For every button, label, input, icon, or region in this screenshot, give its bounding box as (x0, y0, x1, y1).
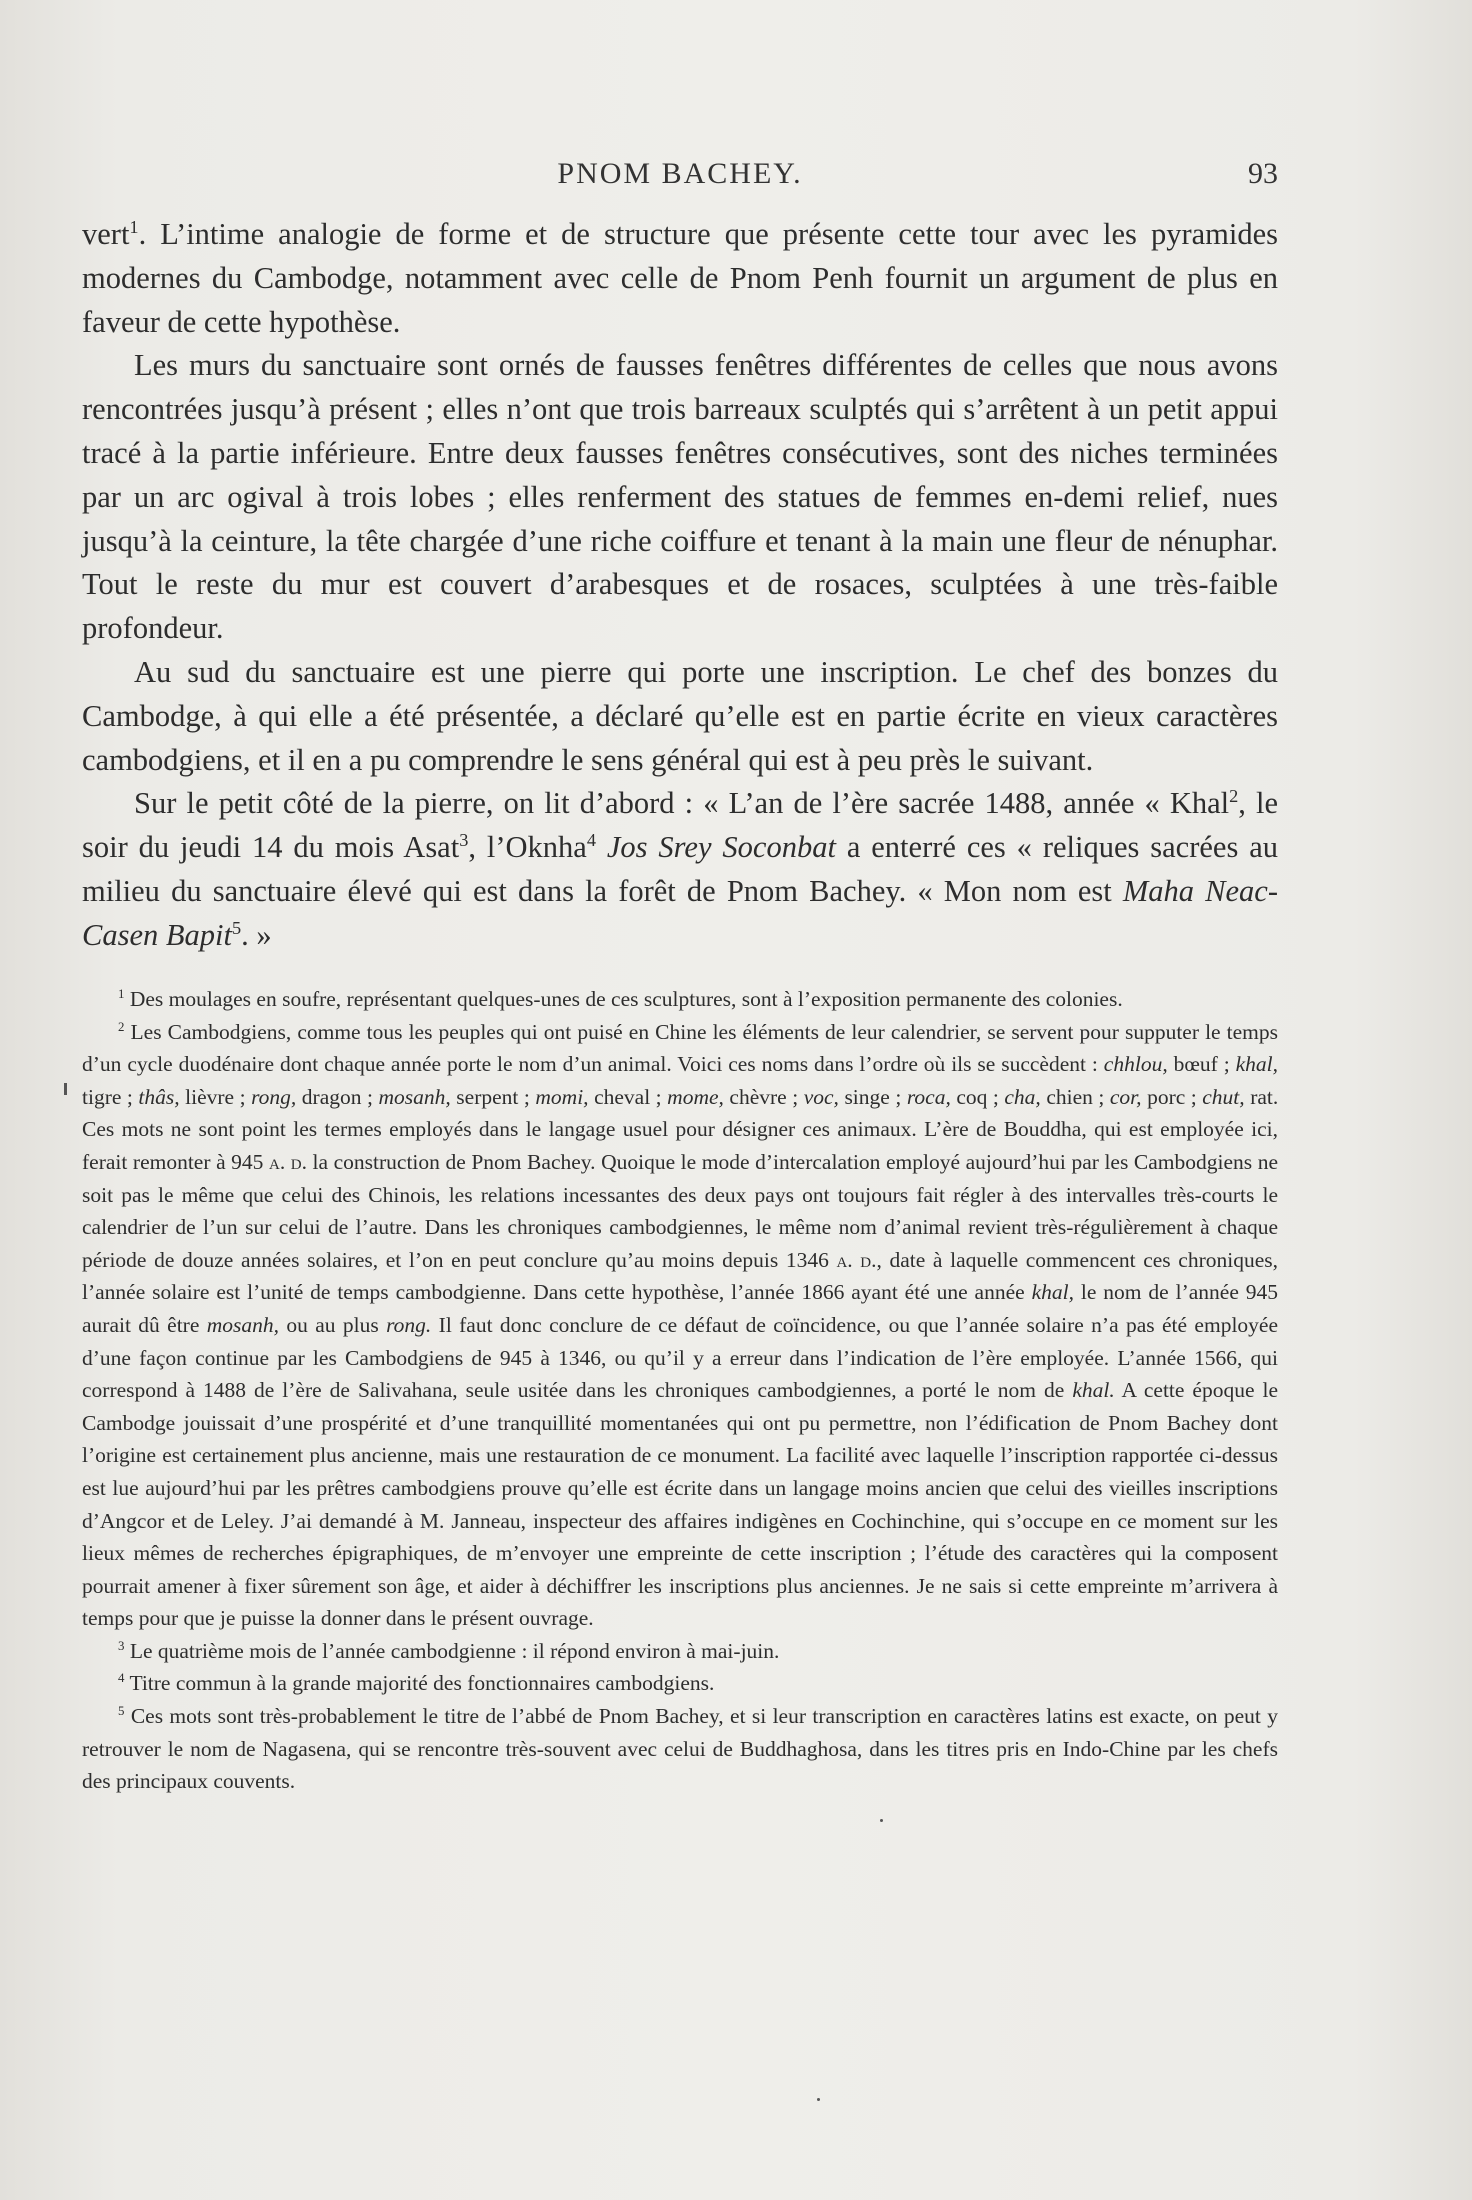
paragraph-3: Au sud du sanctuaire est une pierre qui porte une inscription. Le chef des bonzes du Cambodge, à qui elle a été présentée, a déclaré qu’elle est en partie écrite en vieux caractères cambodgiens, et il en a pu comprendre le sens général qui est à peu près le suivant. (82, 654, 1278, 777)
khmer-word: rong. (386, 1312, 432, 1337)
footnote-5 (82, 1700, 1278, 1798)
page-header (82, 157, 1278, 197)
text-run: rat. Ces mots ne sont point les termes employés dans le langage usuel pour désigner ces animaux. L’ère de Bouddha, qui est employée ici, ferait remonter à 945 (82, 1084, 1279, 1174)
text-run: dragon ; (301, 1084, 373, 1109)
footnote-1 (82, 983, 1278, 1016)
text-run: Les Cambodgiens, comme tous les peuples qui ont puisé en Chine les éléments de leur calendrier, se servent pour supputer le temps d’un cycle duodénaire dont chaque année porte le nom d’un animal. Voici ces noms dans l’ordre où ils se succèdent : (82, 1019, 1279, 1077)
footnote-2 (82, 1016, 1278, 1635)
footnote-number: 3 (118, 1638, 125, 1653)
khmer-word: rong, (251, 1084, 297, 1109)
margin-mark (64, 1083, 67, 1095)
footnote-ref-4: 4 (586, 830, 596, 850)
footnote-3 (82, 1635, 1278, 1668)
footnote-number: 1 (118, 986, 125, 1001)
text-run: le nom de l’année 945 aurait dû être (82, 1280, 1278, 1337)
running-title: PNOM BACHEY. (557, 157, 803, 190)
footnote-number: 2 (118, 1019, 125, 1034)
footnotes (82, 983, 1278, 1798)
text-run: , l’Oknha (468, 830, 587, 865)
khmer-word: chut, (1202, 1084, 1245, 1109)
page-number: 93 (1248, 157, 1278, 190)
khmer-word: khal, (1031, 1280, 1074, 1305)
footnote-ref-2: 2 (1229, 786, 1239, 807)
text-run: la construction de Pnom Bachey. Quoique le mode d’intercalation employé aujourd’hui par les Cambodgiens ne soit pas le même que celui des Chinois, les relations incessantes des deux pays ont toujours fait régler à des intervalles très-courts le calendrier de l’un sur celui de l’autre. Dans les chroniques cambodgiennes, le même nom d’animal revient très-régulièrement à chaque période de douze années solaires, et l’on en peut conclure qu’au moins depuis 1346 (82, 1149, 1278, 1272)
footnote-text: Le quatrième mois de l’année cambodgienne : il répond environ à mai-juin. (129, 1638, 780, 1663)
khmer-word: thâs, (138, 1084, 180, 1109)
text-run: vert (82, 217, 130, 251)
text-run: cheval ; (594, 1084, 662, 1109)
khmer-word: cor, (1109, 1084, 1142, 1109)
text-run: porc ; (1147, 1084, 1197, 1109)
paragraph-4 (82, 782, 1278, 957)
text-run: chèvre ; (729, 1084, 799, 1109)
khmer-word: khal, (1235, 1052, 1279, 1077)
footnote-ref-1: 1 (129, 216, 139, 237)
text-run: lièvre ; (185, 1084, 246, 1109)
text-run: bœuf ; (1173, 1052, 1230, 1077)
footnote-number: 5 (118, 1703, 125, 1718)
footnote-text: Ces mots sont très-probablement le titre de l’abbé de Pnom Bachey, et si leur transcription en caractères latins est exacte, on peut y retrouver le nom de Nagasena, qui se rencontre très-souvent avec celui de Buddhaghosa, dans les titres pris en Indo-Chine par les chefs des principaux couvents. (82, 1704, 1279, 1794)
text-run: a enterré ces « reliques sacrées au milieu du sanctuaire élevé qui est dans la forêt de Pnom Bachey. « Mon nom est (82, 830, 1279, 908)
footnote-ref-5: 5 (231, 917, 242, 938)
text-run: tigre ; (82, 1084, 133, 1109)
text-run: ou au plus (286, 1312, 379, 1337)
khmer-word: khal. (1072, 1378, 1115, 1403)
text-run: chien ; (1046, 1084, 1105, 1109)
khmer-word: mosanh, (206, 1312, 280, 1337)
text-run: Sur le petit côté de la pierre, on lit d’abord : « L’an de l’ère sacrée 1488, année « Khal (134, 786, 1230, 821)
text-run: . » (241, 917, 272, 952)
khmer-word: roca, (906, 1084, 951, 1109)
text-run: date à laquelle commencent ces chroniques, l’année solaire est l’unité de temps cambodgienne. Dans cette hypothèse, l’année 1866 ayant été une année (82, 1247, 1279, 1305)
khmer-word: momi, (535, 1084, 589, 1109)
text-run: , le soir du jeudi 14 du mois Asat (82, 786, 1278, 865)
era-abbrev: a. d., (836, 1247, 882, 1272)
paragraph-1 (82, 213, 1278, 344)
text-run: A cette époque le Cambodge jouissait d’une prospérité et d’une tranquillité momentanées qui ont pu permettre, non l’édification de Pnom Bachey dont l’origine est certainement plus ancienne, mais une restauration de ce monument. La facilité avec laquelle l’inscription rapportée ci-dessus est lue aujourd’hui par les prêtres cambodgiens prouve qu’elle est écrite dans un langage moins ancien que celui des vieilles inscriptions d’Angcor et de Leley. J’ai demandé à M. Janneau, inspecteur des affaires indigènes en Cochinchine, qui s’occupe en ce moment sur les lieux mêmes de recherches épigraphiques, de m’envoyer une empreinte de cette inscription ; l’étude des caractères qui la composent pourrait amener à fixer sûrement son âge, et aider à déchiffrer les inscriptions plus anciennes. Je ne sais si cette empreinte m’arrivera à temps pour que je puisse la donner dans le présent ouvrage. (82, 1378, 1279, 1631)
paragraph-2: Les murs du sanctuaire sont ornés de fausses fenêtres différentes de celles que nous avons rencontrées jusqu’à présent ; elles n’ont que trois barreaux sculptés qui s’arrêtent à un petit appui tracé à la partie inférieure. Entre deux fausses fenêtres consécutives, sont des niches terminées par un arc ogival à trois lobes ; elles renferment des statues de femmes en-demi relief, nues jusqu’à la ceinture, la tête chargée d’une riche coiffure et tenant à la main une fleur de nénuphar. Tout le reste du mur est couvert d’arabesques et de rosaces, sculptées à une très-faible profondeur. (82, 348, 1278, 646)
text-run: . L’intime analogie de forme et de structure que présente cette tour avec les pyramides modernes du Cambodge, notamment avec celle de Pnom Penh fournit un argument de plus en faveur de cette hypothèse. (82, 217, 1278, 339)
khmer-word: voc, (803, 1084, 839, 1109)
khmer-word: chhlou, (1103, 1052, 1168, 1077)
khmer-word: mome, (667, 1084, 724, 1109)
khmer-word: cha, (1004, 1084, 1041, 1109)
text-run: serpent ; (456, 1084, 530, 1109)
text-run: Il faut donc conclure de ce défaut de coïncidence, ou que l’année solaire n’a pas été employée d’une façon continue par les Cambodgiens de 945 à 1346, ou qu’il y a erreur dans l’indication de l’ère employée. L’année 1566, qui correspond à 1488 de l’ère de Salivahana, seule usitée dans les chroniques cambodgiennes, a porté le nom de (82, 1312, 1279, 1403)
italic-name: Maha Neac-Casen Bapit (82, 873, 1279, 952)
main-text (82, 213, 1278, 958)
ink-speck (880, 1819, 883, 1822)
khmer-word: mosanh, (378, 1084, 451, 1109)
italic-name: Jos Srey Soconbat (606, 830, 836, 865)
era-abbrev: a. d. (269, 1149, 307, 1174)
footnote-text: Titre commun à la grande majorité des fonctionnaires cambodgiens. (129, 1671, 715, 1696)
text-run: coq ; (956, 1084, 999, 1109)
text-run: singe ; (844, 1084, 902, 1109)
ink-speck (817, 2098, 820, 2101)
footnote-4 (82, 1667, 1278, 1700)
footnote-ref-3: 3 (459, 830, 469, 850)
footnote-number: 4 (118, 1671, 125, 1686)
footnote-text: Des moulages en soufre, représentant quelques-unes de ces sculptures, sont à l’exposition permanente des colonies. (129, 987, 1123, 1011)
